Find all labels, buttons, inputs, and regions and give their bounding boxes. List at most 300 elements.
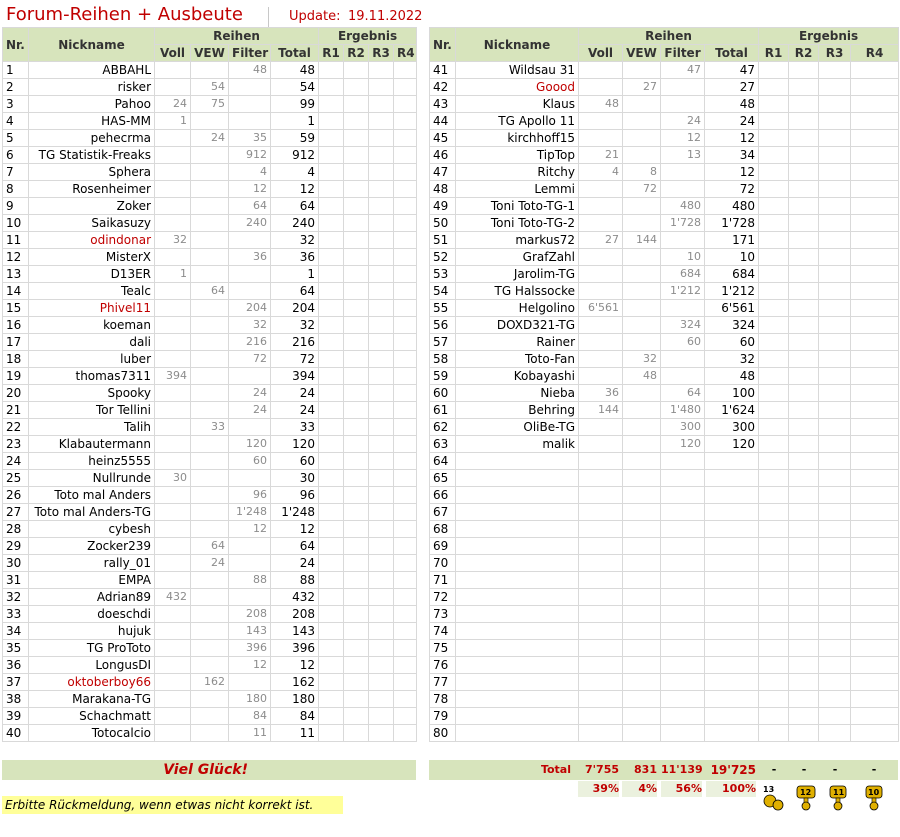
table-row[interactable] bbox=[430, 487, 899, 504]
table-row[interactable] bbox=[430, 538, 899, 555]
row-r3[interactable] bbox=[819, 538, 851, 555]
row-r3[interactable] bbox=[369, 640, 394, 657]
row-total[interactable]: 60 bbox=[271, 453, 319, 470]
row-voll[interactable] bbox=[579, 368, 623, 385]
row-filter[interactable]: 10 bbox=[661, 249, 705, 266]
row-filter[interactable] bbox=[229, 419, 271, 436]
row-voll[interactable] bbox=[579, 589, 623, 606]
col-header-voll[interactable]: Voll bbox=[579, 45, 623, 62]
row-voll[interactable] bbox=[579, 674, 623, 691]
row-r3[interactable] bbox=[819, 572, 851, 589]
row-r1[interactable] bbox=[319, 249, 344, 266]
row-nickname[interactable]: Klaus bbox=[456, 96, 579, 113]
row-r1[interactable] bbox=[759, 538, 789, 555]
row-r1[interactable] bbox=[319, 572, 344, 589]
row-nr[interactable]: 68 bbox=[430, 521, 456, 538]
row-r2[interactable] bbox=[789, 96, 819, 113]
row-nr[interactable]: 46 bbox=[430, 147, 456, 164]
row-voll[interactable]: 4 bbox=[579, 164, 623, 181]
row-total[interactable]: 99 bbox=[271, 96, 319, 113]
row-r1[interactable] bbox=[319, 198, 344, 215]
row-r1[interactable] bbox=[319, 147, 344, 164]
row-voll[interactable] bbox=[155, 504, 191, 521]
row-vew[interactable]: 48 bbox=[623, 368, 661, 385]
table-row[interactable] bbox=[3, 453, 417, 470]
row-r3[interactable] bbox=[819, 283, 851, 300]
row-r3[interactable] bbox=[819, 181, 851, 198]
row-r3[interactable] bbox=[369, 504, 394, 521]
row-r4[interactable] bbox=[394, 385, 417, 402]
row-nr[interactable]: 6 bbox=[3, 147, 29, 164]
row-filter[interactable]: 12 bbox=[661, 130, 705, 147]
row-voll[interactable] bbox=[579, 79, 623, 96]
row-nickname[interactable] bbox=[456, 640, 579, 657]
table-row[interactable] bbox=[430, 504, 899, 521]
row-r3[interactable] bbox=[369, 368, 394, 385]
row-r1[interactable] bbox=[759, 555, 789, 572]
row-total[interactable]: 33 bbox=[271, 419, 319, 436]
row-voll[interactable] bbox=[155, 62, 191, 79]
row-r3[interactable] bbox=[819, 198, 851, 215]
row-r3[interactable] bbox=[819, 300, 851, 317]
row-nr[interactable]: 76 bbox=[430, 657, 456, 674]
row-nickname[interactable]: Behring bbox=[456, 402, 579, 419]
row-nr[interactable]: 11 bbox=[3, 232, 29, 249]
row-r4[interactable] bbox=[394, 232, 417, 249]
row-nickname[interactable]: Toto mal Anders-TG bbox=[29, 504, 155, 521]
row-nickname[interactable] bbox=[456, 521, 579, 538]
row-filter[interactable]: 204 bbox=[229, 300, 271, 317]
table-row[interactable] bbox=[430, 368, 899, 385]
row-r4[interactable] bbox=[851, 232, 899, 249]
row-r3[interactable] bbox=[369, 657, 394, 674]
row-vew[interactable] bbox=[623, 623, 661, 640]
table-row[interactable] bbox=[3, 470, 417, 487]
col-header-total[interactable]: Total bbox=[705, 45, 759, 62]
row-filter[interactable] bbox=[661, 725, 705, 742]
row-nickname[interactable]: MisterX bbox=[29, 249, 155, 266]
row-r3[interactable] bbox=[369, 402, 394, 419]
row-r1[interactable] bbox=[759, 164, 789, 181]
row-nr[interactable]: 18 bbox=[3, 351, 29, 368]
col-header-nickname[interactable]: Nickname bbox=[29, 28, 155, 62]
row-nickname[interactable] bbox=[456, 538, 579, 555]
row-nr[interactable]: 41 bbox=[430, 62, 456, 79]
row-r4[interactable] bbox=[394, 623, 417, 640]
row-total[interactable] bbox=[705, 521, 759, 538]
row-filter[interactable]: 12 bbox=[229, 181, 271, 198]
row-r3[interactable] bbox=[369, 198, 394, 215]
table-row[interactable] bbox=[3, 215, 417, 232]
row-nickname[interactable]: TG Statistik-Freaks bbox=[29, 147, 155, 164]
row-r3[interactable] bbox=[819, 657, 851, 674]
row-voll[interactable]: 144 bbox=[579, 402, 623, 419]
row-nr[interactable]: 48 bbox=[430, 181, 456, 198]
row-nickname[interactable]: Klabautermann bbox=[29, 436, 155, 453]
row-nr[interactable]: 61 bbox=[430, 402, 456, 419]
row-r4[interactable] bbox=[394, 351, 417, 368]
row-r3[interactable] bbox=[369, 96, 394, 113]
row-filter[interactable] bbox=[229, 674, 271, 691]
row-filter[interactable] bbox=[661, 521, 705, 538]
row-r3[interactable] bbox=[369, 538, 394, 555]
row-r1[interactable] bbox=[319, 504, 344, 521]
row-nr[interactable]: 74 bbox=[430, 623, 456, 640]
col-header-r2[interactable]: R2 bbox=[344, 45, 369, 62]
row-voll[interactable] bbox=[155, 283, 191, 300]
row-r2[interactable] bbox=[789, 623, 819, 640]
row-r1[interactable] bbox=[319, 470, 344, 487]
row-r1[interactable] bbox=[759, 606, 789, 623]
row-voll[interactable]: 6'561 bbox=[579, 300, 623, 317]
row-r4[interactable] bbox=[851, 96, 899, 113]
row-r2[interactable] bbox=[344, 334, 369, 351]
row-r1[interactable] bbox=[759, 334, 789, 351]
row-vew[interactable]: 27 bbox=[623, 79, 661, 96]
row-nr[interactable]: 69 bbox=[430, 538, 456, 555]
row-vew[interactable] bbox=[623, 147, 661, 164]
row-nickname[interactable]: malik bbox=[456, 436, 579, 453]
row-voll[interactable] bbox=[155, 606, 191, 623]
row-voll[interactable] bbox=[155, 249, 191, 266]
row-total[interactable]: 240 bbox=[271, 215, 319, 232]
row-r1[interactable] bbox=[319, 657, 344, 674]
row-r4[interactable] bbox=[394, 606, 417, 623]
row-filter[interactable] bbox=[661, 674, 705, 691]
table-row[interactable] bbox=[430, 79, 899, 96]
row-nr[interactable]: 38 bbox=[3, 691, 29, 708]
row-r2[interactable] bbox=[789, 351, 819, 368]
row-r1[interactable] bbox=[759, 147, 789, 164]
row-vew[interactable] bbox=[191, 487, 229, 504]
row-r1[interactable] bbox=[759, 572, 789, 589]
row-voll[interactable] bbox=[155, 555, 191, 572]
row-r4[interactable] bbox=[394, 589, 417, 606]
row-total[interactable]: 24 bbox=[271, 555, 319, 572]
row-r2[interactable] bbox=[344, 436, 369, 453]
row-voll[interactable] bbox=[579, 351, 623, 368]
row-r2[interactable] bbox=[344, 521, 369, 538]
row-nickname[interactable]: Rainer bbox=[456, 334, 579, 351]
row-r1[interactable] bbox=[319, 266, 344, 283]
table-row[interactable] bbox=[3, 572, 417, 589]
row-r1[interactable] bbox=[759, 725, 789, 742]
row-filter[interactable]: 324 bbox=[661, 317, 705, 334]
row-voll[interactable] bbox=[579, 62, 623, 79]
row-nr[interactable]: 54 bbox=[430, 283, 456, 300]
row-nr[interactable]: 43 bbox=[430, 96, 456, 113]
row-r3[interactable] bbox=[819, 147, 851, 164]
row-nr[interactable]: 58 bbox=[430, 351, 456, 368]
row-voll[interactable] bbox=[155, 453, 191, 470]
row-nr[interactable]: 73 bbox=[430, 606, 456, 623]
row-r1[interactable] bbox=[319, 640, 344, 657]
row-r1[interactable] bbox=[759, 589, 789, 606]
row-total[interactable]: 1'624 bbox=[705, 402, 759, 419]
row-r1[interactable] bbox=[319, 300, 344, 317]
row-filter[interactable]: 24 bbox=[229, 402, 271, 419]
row-voll[interactable] bbox=[579, 283, 623, 300]
row-r3[interactable] bbox=[819, 521, 851, 538]
row-r1[interactable] bbox=[759, 453, 789, 470]
row-vew[interactable] bbox=[191, 640, 229, 657]
row-r2[interactable] bbox=[344, 368, 369, 385]
row-voll[interactable] bbox=[579, 691, 623, 708]
row-total[interactable]: 12 bbox=[271, 657, 319, 674]
row-nickname[interactable]: Tor Tellini bbox=[29, 402, 155, 419]
row-r4[interactable] bbox=[851, 674, 899, 691]
row-r4[interactable] bbox=[394, 215, 417, 232]
row-vew[interactable] bbox=[191, 402, 229, 419]
row-r4[interactable] bbox=[394, 640, 417, 657]
row-nickname[interactable]: Kobayashi bbox=[456, 368, 579, 385]
row-r2[interactable] bbox=[789, 504, 819, 521]
row-r1[interactable] bbox=[759, 130, 789, 147]
row-filter[interactable] bbox=[229, 79, 271, 96]
row-r2[interactable] bbox=[789, 589, 819, 606]
row-r3[interactable] bbox=[369, 283, 394, 300]
row-r3[interactable] bbox=[369, 113, 394, 130]
row-filter[interactable]: 84 bbox=[229, 708, 271, 725]
row-voll[interactable] bbox=[579, 198, 623, 215]
row-r2[interactable] bbox=[789, 215, 819, 232]
row-nr[interactable]: 34 bbox=[3, 623, 29, 640]
row-total[interactable] bbox=[705, 504, 759, 521]
row-r3[interactable] bbox=[819, 589, 851, 606]
row-r3[interactable] bbox=[819, 113, 851, 130]
row-r4[interactable] bbox=[851, 181, 899, 198]
row-nickname[interactable]: Helgolino bbox=[456, 300, 579, 317]
row-filter[interactable] bbox=[229, 368, 271, 385]
row-nickname[interactable]: Lemmi bbox=[456, 181, 579, 198]
row-r4[interactable] bbox=[851, 317, 899, 334]
table-row[interactable] bbox=[3, 521, 417, 538]
row-r2[interactable] bbox=[789, 708, 819, 725]
row-nr[interactable]: 62 bbox=[430, 419, 456, 436]
row-r3[interactable] bbox=[819, 317, 851, 334]
row-r3[interactable] bbox=[369, 215, 394, 232]
row-r2[interactable] bbox=[789, 487, 819, 504]
row-r4[interactable] bbox=[851, 62, 899, 79]
row-voll[interactable] bbox=[155, 521, 191, 538]
row-voll[interactable] bbox=[155, 419, 191, 436]
row-total[interactable]: 72 bbox=[705, 181, 759, 198]
row-nickname[interactable]: odindonar bbox=[29, 232, 155, 249]
row-r1[interactable] bbox=[759, 351, 789, 368]
row-vew[interactable] bbox=[623, 300, 661, 317]
row-total[interactable] bbox=[705, 640, 759, 657]
row-r4[interactable] bbox=[394, 249, 417, 266]
row-r3[interactable] bbox=[819, 725, 851, 742]
row-vew[interactable] bbox=[623, 198, 661, 215]
row-voll[interactable] bbox=[155, 691, 191, 708]
row-r4[interactable] bbox=[394, 691, 417, 708]
row-nickname[interactable]: DOXD321-TG bbox=[456, 317, 579, 334]
row-r1[interactable] bbox=[319, 351, 344, 368]
row-r4[interactable] bbox=[851, 691, 899, 708]
row-filter[interactable] bbox=[661, 589, 705, 606]
row-filter[interactable] bbox=[661, 181, 705, 198]
row-r2[interactable] bbox=[344, 317, 369, 334]
row-filter[interactable]: 12 bbox=[229, 521, 271, 538]
row-r3[interactable] bbox=[819, 368, 851, 385]
row-r3[interactable] bbox=[819, 402, 851, 419]
row-vew[interactable] bbox=[623, 62, 661, 79]
row-vew[interactable] bbox=[623, 317, 661, 334]
row-nr[interactable]: 13 bbox=[3, 266, 29, 283]
col-header-vew[interactable]: VEW bbox=[191, 45, 229, 62]
row-r2[interactable] bbox=[789, 691, 819, 708]
row-r2[interactable] bbox=[789, 419, 819, 436]
row-r1[interactable] bbox=[319, 385, 344, 402]
row-r3[interactable] bbox=[819, 164, 851, 181]
row-total[interactable] bbox=[705, 538, 759, 555]
row-r4[interactable] bbox=[394, 368, 417, 385]
row-r2[interactable] bbox=[789, 385, 819, 402]
row-r2[interactable] bbox=[344, 453, 369, 470]
table-row[interactable] bbox=[430, 147, 899, 164]
row-vew[interactable] bbox=[191, 708, 229, 725]
row-r1[interactable] bbox=[759, 79, 789, 96]
table-row[interactable] bbox=[430, 453, 899, 470]
row-vew[interactable] bbox=[191, 691, 229, 708]
row-r3[interactable] bbox=[819, 674, 851, 691]
row-total[interactable]: 48 bbox=[705, 368, 759, 385]
table-row[interactable] bbox=[430, 62, 899, 79]
table-row[interactable] bbox=[3, 657, 417, 674]
row-r3[interactable] bbox=[369, 130, 394, 147]
row-vew[interactable] bbox=[191, 453, 229, 470]
row-voll[interactable] bbox=[155, 487, 191, 504]
row-voll[interactable] bbox=[155, 79, 191, 96]
row-r2[interactable] bbox=[344, 164, 369, 181]
col-header-r3[interactable]: R3 bbox=[369, 45, 394, 62]
row-voll[interactable] bbox=[579, 725, 623, 742]
row-vew[interactable] bbox=[623, 249, 661, 266]
row-filter[interactable]: 684 bbox=[661, 266, 705, 283]
row-total[interactable]: 394 bbox=[271, 368, 319, 385]
row-r1[interactable] bbox=[759, 623, 789, 640]
table-row[interactable] bbox=[430, 215, 899, 232]
row-r3[interactable] bbox=[819, 130, 851, 147]
row-r3[interactable] bbox=[819, 419, 851, 436]
row-voll[interactable] bbox=[579, 470, 623, 487]
row-filter[interactable]: 11 bbox=[229, 725, 271, 742]
row-r4[interactable] bbox=[851, 368, 899, 385]
row-nickname[interactable]: ABBAHL bbox=[29, 62, 155, 79]
row-r4[interactable] bbox=[851, 164, 899, 181]
row-vew[interactable] bbox=[191, 181, 229, 198]
row-vew[interactable] bbox=[623, 266, 661, 283]
table-row[interactable] bbox=[3, 402, 417, 419]
row-total[interactable]: 48 bbox=[271, 62, 319, 79]
row-r1[interactable] bbox=[759, 708, 789, 725]
row-nr[interactable]: 10 bbox=[3, 215, 29, 232]
row-r3[interactable] bbox=[819, 351, 851, 368]
row-total[interactable]: 84 bbox=[271, 708, 319, 725]
row-nr[interactable]: 42 bbox=[430, 79, 456, 96]
row-r2[interactable] bbox=[789, 470, 819, 487]
row-r1[interactable] bbox=[319, 232, 344, 249]
row-nickname[interactable]: OliBe-TG bbox=[456, 419, 579, 436]
row-total[interactable]: 324 bbox=[705, 317, 759, 334]
row-filter[interactable] bbox=[661, 572, 705, 589]
row-total[interactable]: 480 bbox=[705, 198, 759, 215]
table-row[interactable] bbox=[430, 572, 899, 589]
table-row[interactable] bbox=[3, 504, 417, 521]
row-filter[interactable]: 120 bbox=[229, 436, 271, 453]
col-header-total[interactable]: Total bbox=[271, 45, 319, 62]
row-nickname[interactable]: Goood bbox=[456, 79, 579, 96]
row-nr[interactable]: 39 bbox=[3, 708, 29, 725]
row-r3[interactable] bbox=[369, 164, 394, 181]
row-nickname[interactable] bbox=[456, 555, 579, 572]
row-voll[interactable] bbox=[579, 640, 623, 657]
table-row[interactable] bbox=[430, 470, 899, 487]
row-r4[interactable] bbox=[851, 436, 899, 453]
row-r2[interactable] bbox=[344, 130, 369, 147]
row-r1[interactable] bbox=[319, 623, 344, 640]
row-vew[interactable] bbox=[191, 589, 229, 606]
row-r2[interactable] bbox=[344, 708, 369, 725]
table-row[interactable] bbox=[430, 691, 899, 708]
row-nickname[interactable] bbox=[456, 725, 579, 742]
row-total[interactable]: 72 bbox=[271, 351, 319, 368]
row-vew[interactable]: 144 bbox=[623, 232, 661, 249]
row-r4[interactable] bbox=[851, 351, 899, 368]
row-nr[interactable]: 80 bbox=[430, 725, 456, 742]
row-total[interactable]: 30 bbox=[271, 470, 319, 487]
row-nr[interactable]: 25 bbox=[3, 470, 29, 487]
row-r1[interactable] bbox=[759, 674, 789, 691]
row-nickname[interactable]: Sphera bbox=[29, 164, 155, 181]
row-vew[interactable] bbox=[623, 334, 661, 351]
row-nr[interactable]: 5 bbox=[3, 130, 29, 147]
row-r3[interactable] bbox=[819, 606, 851, 623]
row-voll[interactable] bbox=[579, 487, 623, 504]
row-r2[interactable] bbox=[344, 385, 369, 402]
row-nickname[interactable]: koeman bbox=[29, 317, 155, 334]
row-r3[interactable] bbox=[369, 232, 394, 249]
row-vew[interactable]: 162 bbox=[191, 674, 229, 691]
row-voll[interactable] bbox=[579, 555, 623, 572]
row-r2[interactable] bbox=[789, 300, 819, 317]
table-row[interactable] bbox=[430, 181, 899, 198]
row-total[interactable]: 171 bbox=[705, 232, 759, 249]
row-r4[interactable] bbox=[851, 555, 899, 572]
table-row[interactable] bbox=[3, 691, 417, 708]
table-row[interactable] bbox=[3, 385, 417, 402]
row-r4[interactable] bbox=[851, 504, 899, 521]
row-vew[interactable] bbox=[623, 521, 661, 538]
row-r4[interactable] bbox=[851, 113, 899, 130]
row-r3[interactable] bbox=[369, 79, 394, 96]
table-row[interactable] bbox=[430, 317, 899, 334]
row-r3[interactable] bbox=[369, 487, 394, 504]
row-r1[interactable] bbox=[759, 657, 789, 674]
row-filter[interactable] bbox=[661, 640, 705, 657]
row-r2[interactable] bbox=[789, 62, 819, 79]
row-vew[interactable] bbox=[191, 572, 229, 589]
row-r3[interactable] bbox=[819, 79, 851, 96]
row-vew[interactable] bbox=[191, 300, 229, 317]
row-r4[interactable] bbox=[394, 283, 417, 300]
row-r2[interactable] bbox=[344, 657, 369, 674]
row-r2[interactable] bbox=[344, 351, 369, 368]
table-row[interactable] bbox=[3, 708, 417, 725]
row-total[interactable]: 96 bbox=[271, 487, 319, 504]
row-vew[interactable] bbox=[191, 368, 229, 385]
